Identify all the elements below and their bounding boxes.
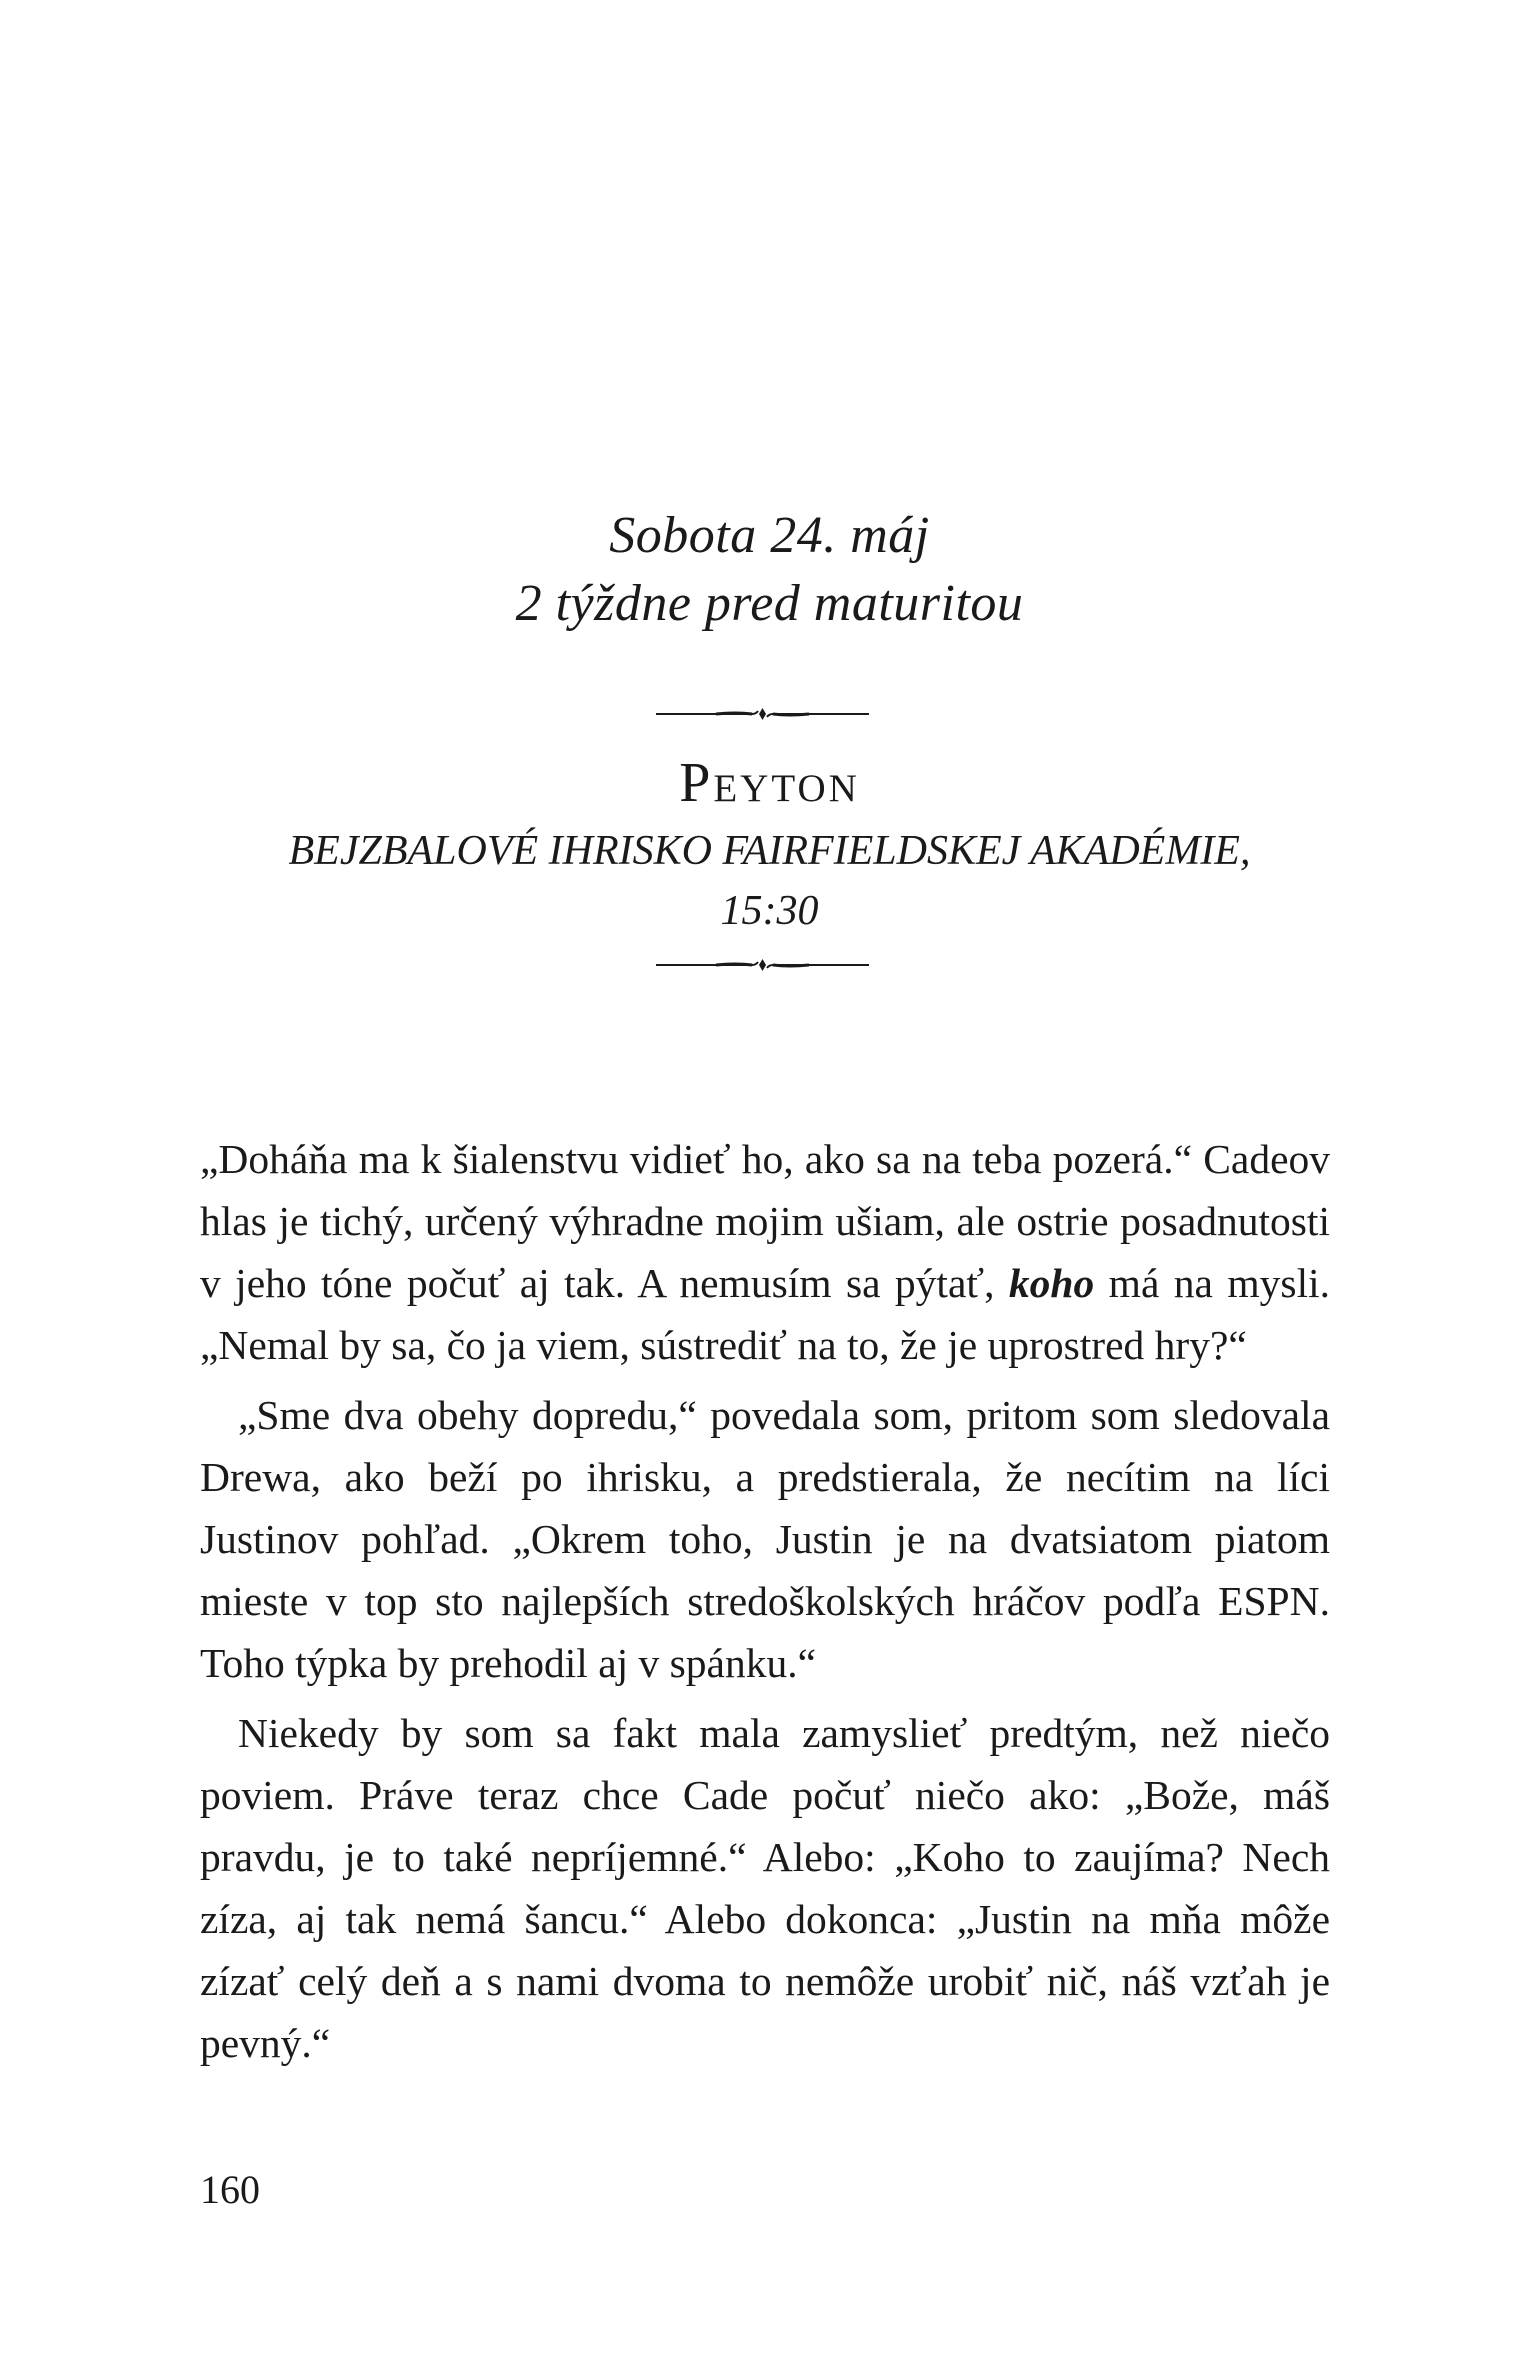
chapter-time: 15:30 <box>720 888 819 934</box>
paragraph-2: „Sme dva obehy dopredu,“ povedala som, pritom som sledovala Drewa, ako beží po ihrisku, a predstierala, že necítim na líci Justinov pohľad. „Okrem toho, Justin je na dvatsiatom piatom mieste v top sto najlepších stredoškolských hráčov podľa ESPN. Toho týpka by prehodil aj v spánku.“ <box>200 1392 1330 1686</box>
chapter-narrator: Peyton <box>679 752 860 814</box>
paragraph-1-text-b: má na mysli. „Nemal by sa, čo ja viem, sústrediť na to, že je uprostred hry?“ <box>200 1260 1330 1368</box>
body-text <box>200 1128 1330 2082</box>
chapter-date: Sobota 24. máj <box>609 507 930 564</box>
paragraph-1-text-a: „Doháňa ma k šialenstvu vidieť ho, ako sa na teba pozerá.“ Cadeov hlas je tichý, určený výhradne mojim ušiam, ale ostrie posadnutosti v jeho tóne počuť aj tak. A nemusím sa pýtať, <box>200 1136 1330 1306</box>
paragraph-3: Niekedy by som sa fakt mala zamyslieť predtým, než niečo poviem. Práve teraz chce Cade počuť niečo ako: „Bože, máš pravdu, je to také nepríjemné.“ Alebo: „Koho to zaujíma? Nech zíza, aj tak nemá šancu.“ Alebo dokonca: „Justin na mňa môže zízať celý deň a s nami dvoma to nemôže urobiť nič, náš vzťah je pevný.“ <box>200 1710 1330 2066</box>
ornament-divider-bottom <box>656 953 869 977</box>
chapter-countdown: 2 týždne pred maturitou <box>515 575 1024 632</box>
paragraph-1-emphasis: koho <box>1008 1260 1095 1306</box>
paragraph-1 <box>200 1128 1330 1376</box>
chapter-location: BEJZBALOVÉ IHRISKO FAIRFIELDSKEJ AKADÉMIE, <box>288 828 1251 874</box>
ornament-divider-top <box>656 702 869 726</box>
page-number: 160 <box>200 2167 260 2212</box>
